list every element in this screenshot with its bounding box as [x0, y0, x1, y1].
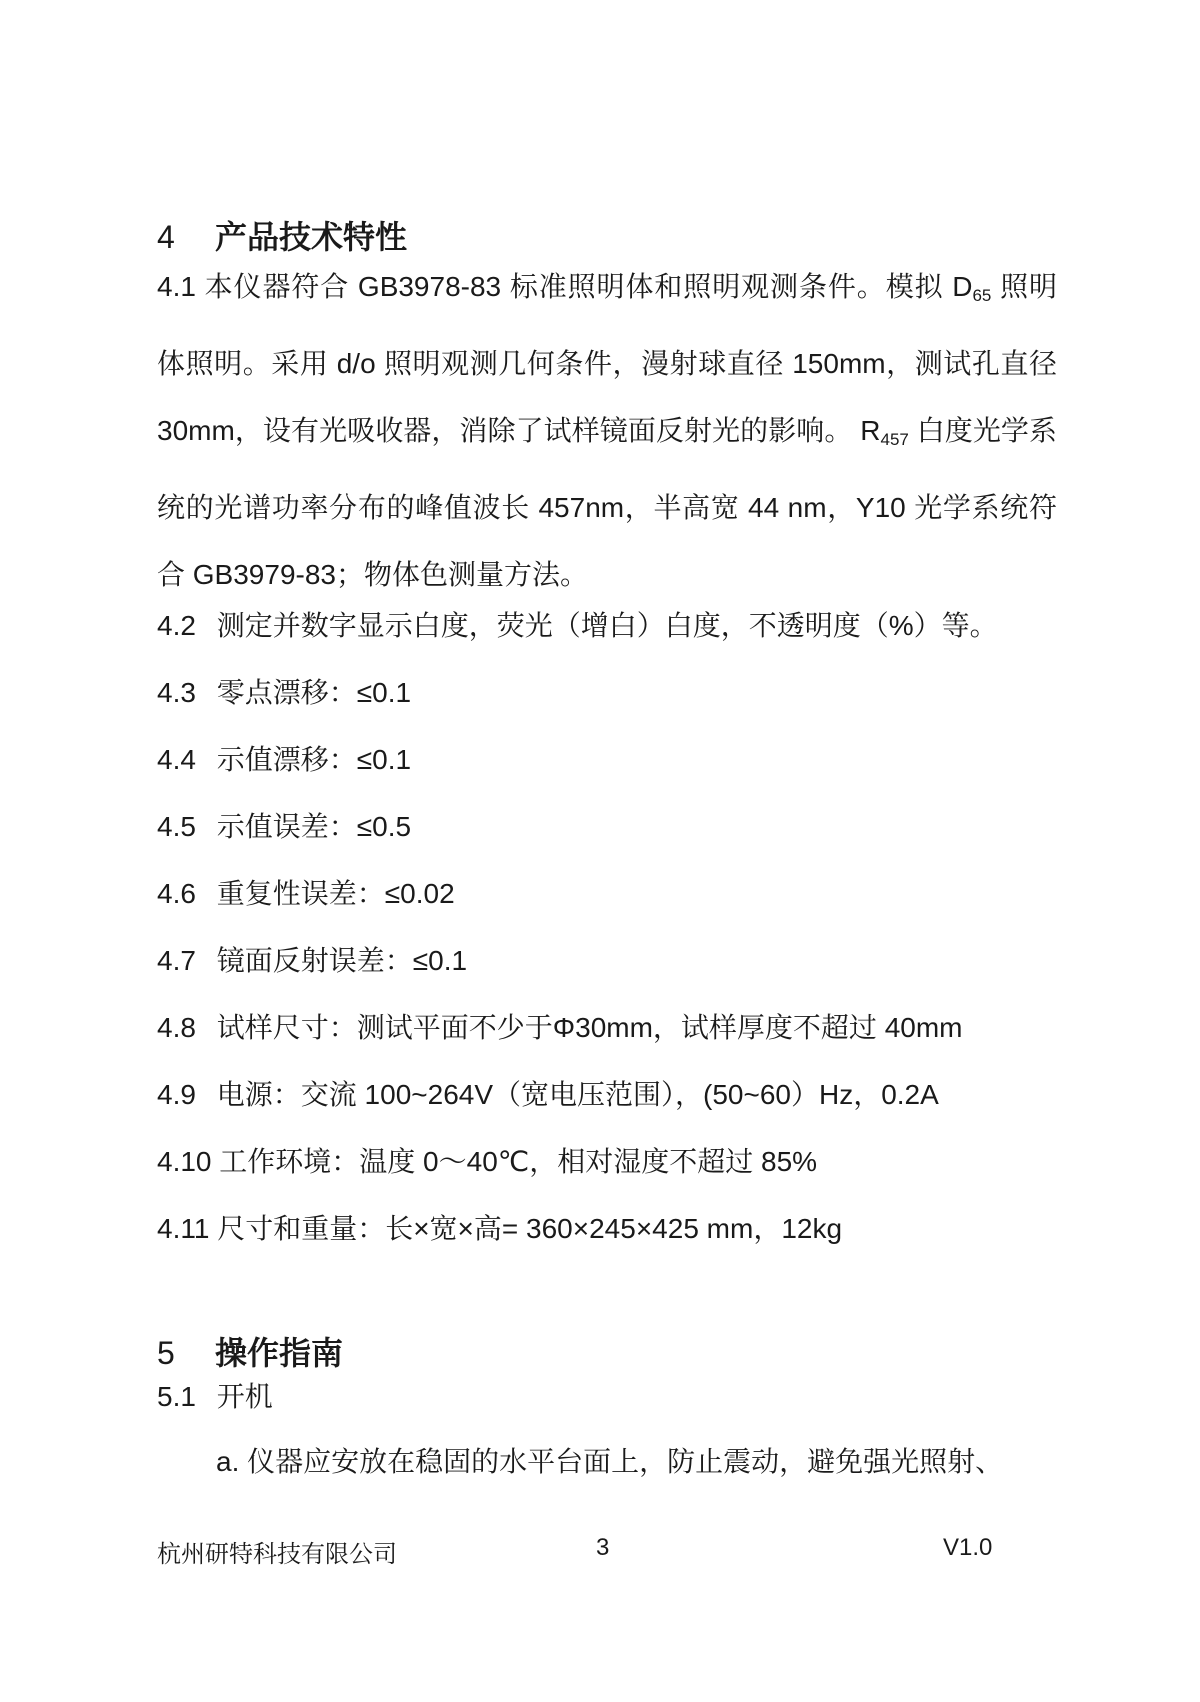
spec-4-5	[157, 805, 411, 845]
step-5-1	[157, 1375, 273, 1415]
spec-4-1-text-a: 本仪器符合 GB3978-83 标准照明体和照明观测条件。模拟 D	[204, 271, 973, 302]
spec-text: 镜面反射误差：≤0.1	[216, 945, 468, 976]
d65-subscript: 65	[972, 286, 992, 305]
spec-number: 4.8	[157, 1012, 196, 1043]
spec-number: 4.5	[157, 811, 196, 842]
spec-4-9	[157, 1073, 939, 1113]
spec-4-10	[157, 1140, 817, 1180]
spec-text: 示值误差：≤0.5	[216, 811, 412, 842]
section-4-number: 4	[157, 219, 175, 255]
spec-4-11	[157, 1207, 842, 1247]
step-5-1-a-text: a. 仪器应安放在稳固的水平台面上，防止震动，避免强光照射、	[216, 1446, 1004, 1477]
step-5-1-a	[216, 1440, 1003, 1480]
section-5-title: 操作指南	[215, 1335, 344, 1371]
section-4-title: 产品技术特性	[215, 219, 408, 255]
spec-text: 零点漂移：≤0.1	[216, 677, 412, 708]
footer-company: 杭州研特科技有限公司	[157, 1541, 397, 1568]
spec-4-8	[157, 1006, 963, 1046]
spec-text: 重复性误差：≤0.02	[216, 878, 455, 909]
spec-4-1-number: 4.1	[157, 271, 196, 302]
spec-number: 4.10	[157, 1146, 212, 1177]
footer-page-number: 3	[596, 1534, 610, 1561]
spec-4-2	[157, 604, 998, 644]
section-4-heading	[157, 212, 407, 258]
spec-number: 4.3	[157, 677, 196, 708]
section-5-heading	[157, 1328, 343, 1374]
spec-text: 示值漂移：≤0.1	[216, 744, 412, 775]
spec-number: 4.11	[157, 1213, 210, 1244]
section-5-number: 5	[157, 1335, 175, 1371]
spec-number: 4.7	[157, 945, 196, 976]
spec-number: 4.2	[157, 610, 196, 641]
spec-number: 4.9	[157, 1079, 196, 1110]
spec-text: 测定并数字显示白度，荧光（增白）白度，不透明度（%）等。	[216, 610, 998, 641]
spec-number: 4.6	[157, 878, 196, 909]
spec-4-6	[157, 872, 455, 912]
spec-text: 电源：交流 100~264V（宽电压范围），(50~60）Hz，0.2A	[216, 1079, 939, 1110]
step-number: 5.1	[157, 1381, 196, 1412]
spec-4-1-text-c: 白度光学系统的光谱功率分布的峰值波长 457nm，半高宽 44 nm，Y10 光学系统符合 GB3979-83；物体色测量方法。	[157, 415, 1057, 590]
spec-4-7	[157, 939, 467, 979]
spec-4-4	[157, 738, 411, 778]
r457-subscript: 457	[880, 430, 909, 449]
spec-text: 尺寸和重量：长×宽×高= 360×245×425 mm，12kg	[217, 1213, 843, 1244]
spec-4-3	[157, 671, 411, 711]
spec-number: 4.4	[157, 744, 196, 775]
footer-version: V1.0	[943, 1534, 993, 1561]
spec-text: 工作环境：温度 0～40℃，相对湿度不超过 85%	[219, 1146, 818, 1177]
spec-text: 试样尺寸：测试平面不少于Φ30mm，试样厚度不超过 40mm	[216, 1012, 963, 1043]
step-text: 开机	[216, 1381, 273, 1412]
spec-4-1-text-b: 照明体照明。采用 d/o 照明观测几何条件，漫射球直径 150mm，测试孔直径 30mm，设有光吸收器，消除了试样镜面反射光的影响。 R	[157, 271, 1057, 446]
spec-4-1-paragraph	[157, 253, 1057, 609]
